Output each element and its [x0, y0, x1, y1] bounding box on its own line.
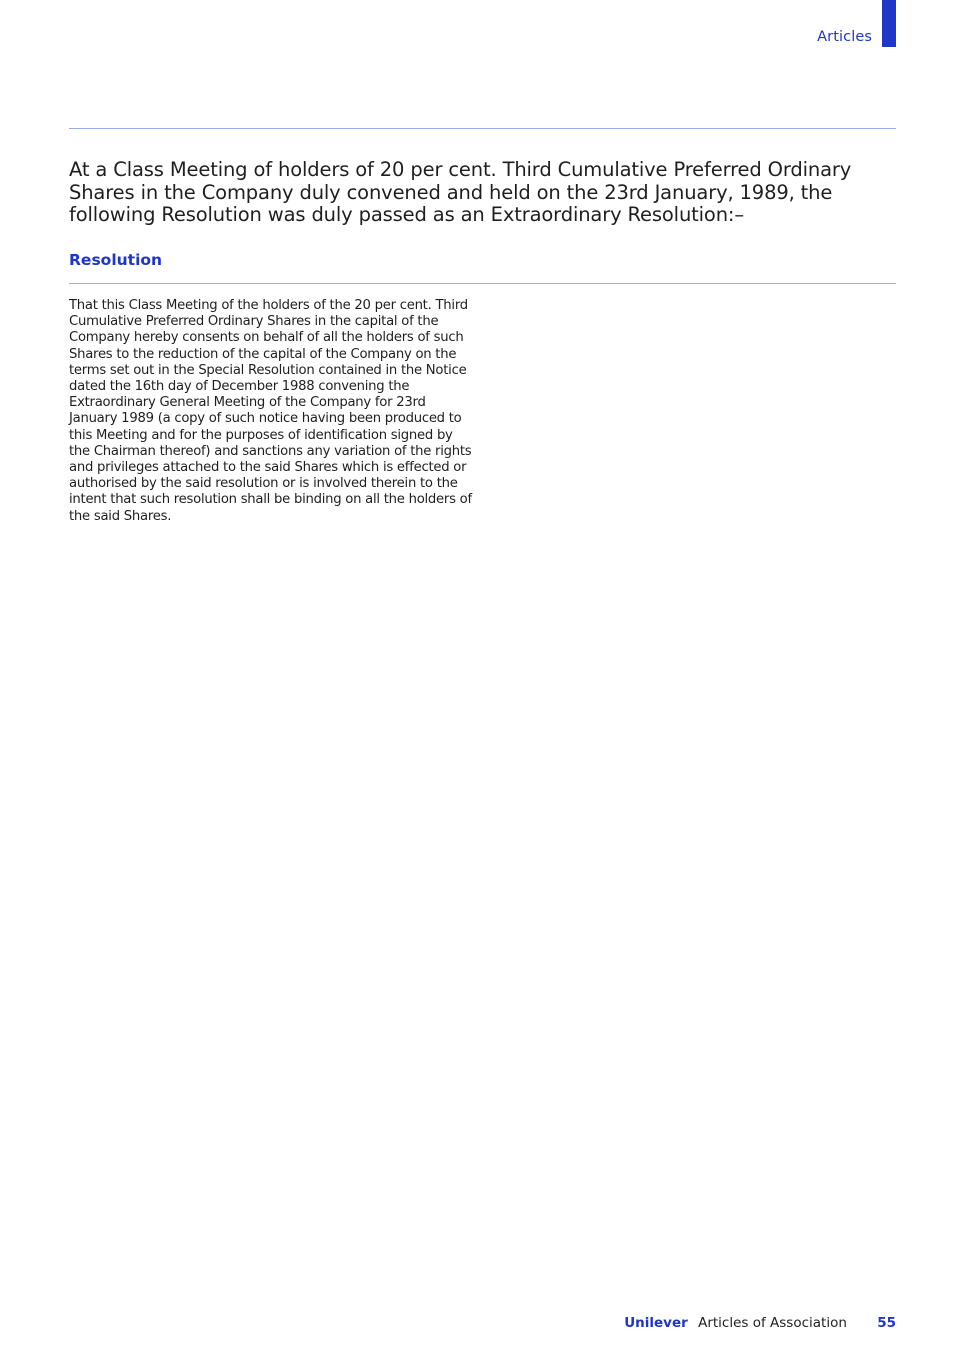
- page-number: 55: [877, 1315, 896, 1331]
- section-tab-label: Articles: [817, 29, 872, 45]
- page-footer: [624, 1315, 896, 1331]
- resolution-divider: [69, 283, 896, 284]
- section-tab-marker: [882, 0, 896, 47]
- resolution-body: That this Class Meeting of the holders of the 20 per cent. Third Cumulative Preferred Ordinary Shares in the capital of the Company hereby consents on behalf of all the holders of such Shares to the reduction of the capital of the Company on the terms set out in the Special Resolution contained in the Notice dated the 16th day of December 1988 convening the Extraordinary General Meeting of the Company for 23rd January 1989 (a copy of such notice having been produced to this Meeting and for the purposes of identification signed by the Chairman thereof) and sanctions any variation of the rights and privileges attached to the said Shares which is effected or authorised by the said resolution or is involved therein to the intent that such resolution shall be binding on all the holders of the said Shares.: [69, 298, 472, 524]
- resolution-heading: Resolution: [69, 251, 163, 269]
- top-divider: [69, 128, 896, 129]
- footer-document-title: Articles of Association: [698, 1315, 847, 1331]
- footer-brand: Unilever: [624, 1315, 688, 1331]
- intro-statement: At a Class Meeting of holders of 20 per cent. Third Cumulative Preferred Ordinary Shares in the Company duly convened and held on the 23rd January, 1989, the following Resolution was duly passed as an Extraordinary Resolution:–: [69, 158, 852, 227]
